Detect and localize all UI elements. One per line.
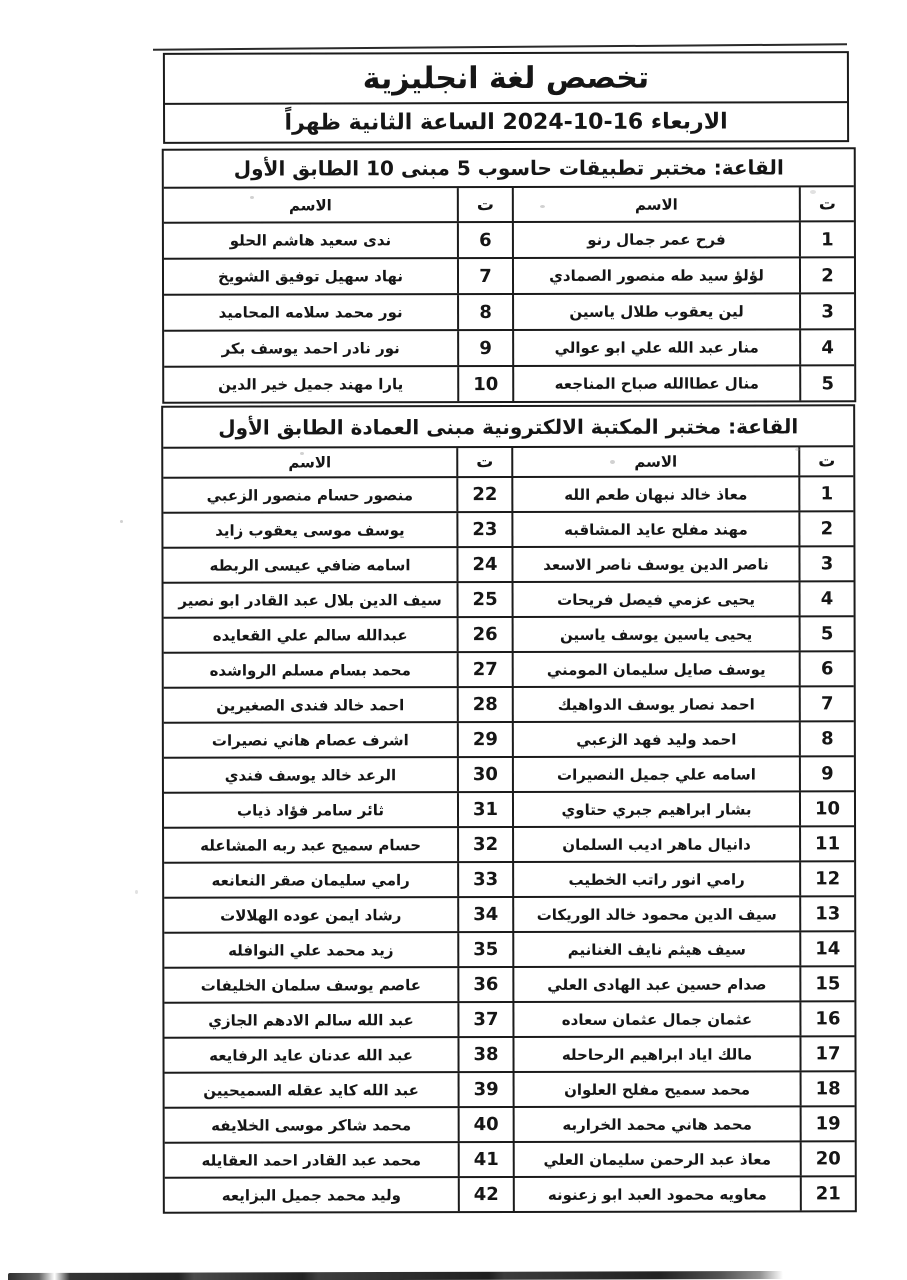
seq-cell: 7 — [457, 259, 512, 293]
student-name-cell: بشار ابراهيم جبري حتاوي — [512, 792, 799, 826]
seq-cell: 2 — [799, 258, 854, 292]
scan-artifact-line — [153, 43, 847, 50]
session-datetime: الاربعاء 16-10-2024 الساعة الثانية ظهراً — [165, 101, 847, 142]
table-row — [164, 722, 854, 758]
seq-cell: 23 — [456, 513, 511, 546]
scan-noise-speck — [795, 448, 800, 451]
table-row — [164, 862, 854, 898]
column-header-row — [164, 187, 854, 223]
seq-cell: 39 — [458, 1073, 513, 1106]
student-name-cell: معاذ عبد الرحمن سليمان العلي — [513, 1142, 800, 1176]
student-name-cell: سيف الدين محمود خالد الوريكات — [512, 897, 799, 931]
student-name-cell: ناصر الدين يوسف ناصر الاسعد — [511, 547, 798, 581]
seq-cell: 30 — [457, 758, 512, 791]
table-row — [164, 1037, 854, 1073]
student-name-cell: عبد الله كايد عقله السميحيين — [203, 1080, 419, 1100]
student-name-cell: عبد الله عدنان عايد الرفايعه — [209, 1045, 413, 1065]
seq-cell: 27 — [457, 653, 512, 686]
table-row — [163, 477, 853, 513]
seq-cell: 26 — [457, 618, 512, 651]
student-name-cell: حسام سميح عبد ربه المشاعله — [200, 835, 422, 855]
seq-cell: 17 — [799, 1037, 854, 1070]
student-name-cell: احمد نصار يوسف الدواهيك — [512, 687, 799, 721]
student-name-cell: اسامه ضافي عيسى الربطه — [209, 555, 411, 575]
col-header-name: الاسم — [512, 187, 799, 221]
student-name-cell: مالك اياد ابراهيم الرحاحله — [512, 1037, 799, 1071]
seq-cell: 21 — [800, 1177, 855, 1210]
student-name-cell: عثمان جمال عثمان سعاده — [512, 1002, 799, 1036]
seq-cell: 5 — [799, 366, 854, 400]
student-name-cell: يحيى ياسين يوسف ياسين — [512, 617, 799, 651]
student-name-cell: معاويه محمود العبد ابو زعنونه — [513, 1177, 800, 1211]
col-header-seq: ت — [799, 187, 854, 220]
seq-cell: 25 — [457, 583, 512, 616]
seq-cell: 31 — [457, 793, 512, 826]
student-name-cell: منال عطاالله صباح المناجعه — [512, 366, 799, 401]
scan-noise-speck — [135, 890, 138, 894]
seq-cell: 14 — [799, 932, 854, 965]
table-row — [164, 330, 854, 367]
table-row — [165, 1142, 855, 1178]
col-header-name: الاسم — [288, 453, 332, 472]
seq-cell: 41 — [458, 1143, 513, 1176]
seq-cell: 19 — [800, 1107, 855, 1140]
seq-cell: 9 — [457, 331, 512, 365]
seq-cell: 4 — [799, 582, 854, 615]
seq-cell: 32 — [457, 828, 512, 861]
seq-cell: 3 — [799, 294, 854, 328]
table-row — [164, 222, 854, 259]
student-name-cell: يوسف صايل سليمان المومني — [512, 652, 799, 686]
seq-cell: 8 — [799, 722, 854, 755]
student-name-cell: نور محمد سلامه المحاميد — [218, 303, 403, 322]
seq-cell: 38 — [457, 1038, 512, 1071]
seq-cell: 42 — [458, 1178, 513, 1211]
student-name-cell: ندى سعيد هاشم الحلو — [229, 231, 392, 250]
student-name-cell: سيف الدين بلال عبد القادر ابو نصير — [178, 590, 442, 610]
table-row — [163, 547, 853, 583]
student-name-cell: محمد هاني محمد الخراربه — [513, 1107, 800, 1141]
room-header: القاعة: مختبر المكتبة الالكترونية مبنى العمادة الطابق الأول — [163, 406, 853, 448]
student-name-cell: محمد سميح مفلح العلوان — [513, 1072, 800, 1106]
roster-table-computer-lab — [162, 147, 857, 403]
seq-cell: 6 — [799, 652, 854, 685]
seq-cell: 37 — [457, 1003, 512, 1036]
table-row — [164, 897, 854, 933]
col-header-name: الاسم — [511, 447, 798, 476]
table-row — [164, 294, 854, 331]
seq-cell: 36 — [457, 968, 512, 1001]
student-name-cell: محمد شاكر موسى الخلايفه — [211, 1115, 412, 1135]
student-name-cell: محمد عبد القادر احمد العقايله — [201, 1150, 422, 1170]
seq-cell: 22 — [456, 478, 511, 511]
table-row — [164, 932, 854, 968]
student-name-cell: احمد خالد فندى الصغيرين — [216, 695, 405, 715]
seq-cell: 1 — [798, 477, 853, 510]
seq-cell: 18 — [800, 1072, 855, 1105]
scan-noise-speck — [120, 520, 123, 523]
seq-cell: 9 — [799, 757, 854, 790]
seq-cell: 1 — [799, 222, 854, 256]
student-name-cell: رشاد ايمن عوده الهلالات — [220, 905, 402, 925]
student-name-cell: فرح عمر جمال رنو — [512, 222, 799, 257]
table-row — [164, 652, 854, 688]
table-row — [164, 258, 854, 295]
seq-cell: 6 — [457, 223, 512, 257]
student-name-cell: احمد وليد فهد الزعبي — [512, 722, 799, 756]
student-name-cell: اشرف عصام هاني نصيرات — [211, 730, 409, 750]
seq-cell: 24 — [456, 548, 511, 581]
roster-grid — [164, 187, 854, 401]
seq-cell: 13 — [799, 897, 854, 930]
scan-noise-speck — [250, 196, 254, 199]
table-row — [163, 512, 853, 548]
student-name-cell: يارا مهند جميل خير الدين — [218, 375, 404, 394]
roster-grid — [163, 447, 855, 1211]
student-name-cell: نهاد سهيل توفيق الشويخ — [217, 267, 404, 286]
student-name-cell: معاذ خالد نبهان طعم الله — [511, 477, 798, 511]
table-row — [164, 967, 854, 1003]
table-row — [164, 582, 854, 618]
seq-cell: 33 — [457, 863, 512, 896]
seq-cell: 2 — [798, 512, 853, 545]
student-name-cell: محمد بسام مسلم الرواشده — [209, 660, 411, 680]
seq-cell: 15 — [799, 967, 854, 1000]
student-name-cell: مهند مفلح عايد المشاقبه — [511, 512, 798, 546]
title-box — [163, 51, 849, 144]
roster-table-library-lab — [161, 404, 857, 1213]
student-name-cell: زيد محمد علي النوافله — [228, 940, 394, 960]
table-row — [164, 1002, 854, 1038]
student-name-cell: يوسف موسى يعقوب زايد — [215, 520, 405, 540]
seq-cell: 29 — [457, 723, 512, 756]
scan-noise-speck — [540, 205, 545, 208]
seq-cell: 10 — [457, 367, 512, 401]
col-header-seq: ت — [456, 448, 511, 476]
student-name-cell: رامي انور راتب الخطيب — [512, 862, 799, 896]
table-row — [164, 792, 854, 828]
seq-cell: 35 — [457, 933, 512, 966]
scan-noise-speck — [610, 460, 615, 464]
col-header-seq: ت — [457, 188, 512, 221]
col-header-name: الاسم — [288, 195, 332, 214]
seq-cell: 5 — [799, 617, 854, 650]
table-row — [164, 617, 854, 653]
seq-cell: 12 — [799, 862, 854, 895]
student-name-cell: الرعد خالد يوسف فندي — [224, 765, 397, 785]
table-row — [164, 757, 854, 793]
seq-cell: 4 — [799, 330, 854, 364]
room-header: القاعة: مختبر تطبيقات حاسوب 5 مبنى 10 الطابق الأول — [164, 149, 854, 188]
seq-cell: 16 — [799, 1002, 854, 1035]
seq-cell: 10 — [799, 792, 854, 825]
student-name-cell: منصور حسام منصور الزعبي — [206, 485, 414, 505]
student-name-cell: نور نادر احمد يوسف بكر — [221, 339, 400, 358]
student-name-cell: سيف هيثم نايف الغنانيم — [512, 932, 799, 966]
table-row — [164, 366, 854, 401]
table-row — [165, 1177, 855, 1211]
table-row — [165, 1072, 855, 1108]
scan-noise-speck — [810, 190, 816, 194]
table-row — [164, 687, 854, 723]
student-name-cell: عبد الله سالم الادهم الجازي — [208, 1010, 414, 1030]
student-name-cell: عبدالله سالم علي القعايده — [212, 625, 408, 645]
column-header-row — [163, 447, 853, 478]
student-name-cell: دانيال ماهر اديب السلمان — [512, 827, 799, 861]
seq-cell: 11 — [799, 827, 854, 860]
seq-cell: 3 — [798, 547, 853, 580]
student-name-cell: ثائر سامر فؤاد ذياب — [236, 800, 385, 820]
seq-cell: 7 — [799, 687, 854, 720]
student-name-cell: اسامه علي جميل النصيرات — [512, 757, 799, 791]
scan-noise-speck — [300, 452, 304, 455]
table-row — [164, 827, 854, 863]
seq-cell: 8 — [457, 295, 512, 329]
student-name-cell: يحيى عزمي فيصل فريحات — [512, 582, 799, 616]
student-name-cell: رامي سليمان صقر النعانعه — [211, 870, 410, 890]
student-name-cell: منار عبد الله علي ابو عوالي — [512, 330, 799, 365]
student-name-cell: وليد محمد جميل البزايعه — [221, 1185, 401, 1205]
seq-cell: 34 — [457, 898, 512, 931]
page-title: تخصص لغة انجليزية — [362, 60, 650, 96]
seq-cell: 20 — [800, 1142, 855, 1175]
student-name-cell: عاصم يوسف سلمان الخليفات — [200, 975, 421, 995]
scan-artifact-bottom-streak — [8, 1271, 783, 1280]
student-name-cell: لين يعقوب طلال ياسين — [512, 294, 799, 329]
seq-cell: 28 — [457, 688, 512, 721]
table-row — [165, 1107, 855, 1143]
col-header-seq: ت — [798, 447, 853, 475]
seq-cell: 40 — [458, 1108, 513, 1141]
student-name-cell: لؤلؤ سيد طه منصور الصمادي — [512, 258, 799, 293]
student-name-cell: صدام حسين عبد الهادى العلي — [512, 967, 799, 1001]
